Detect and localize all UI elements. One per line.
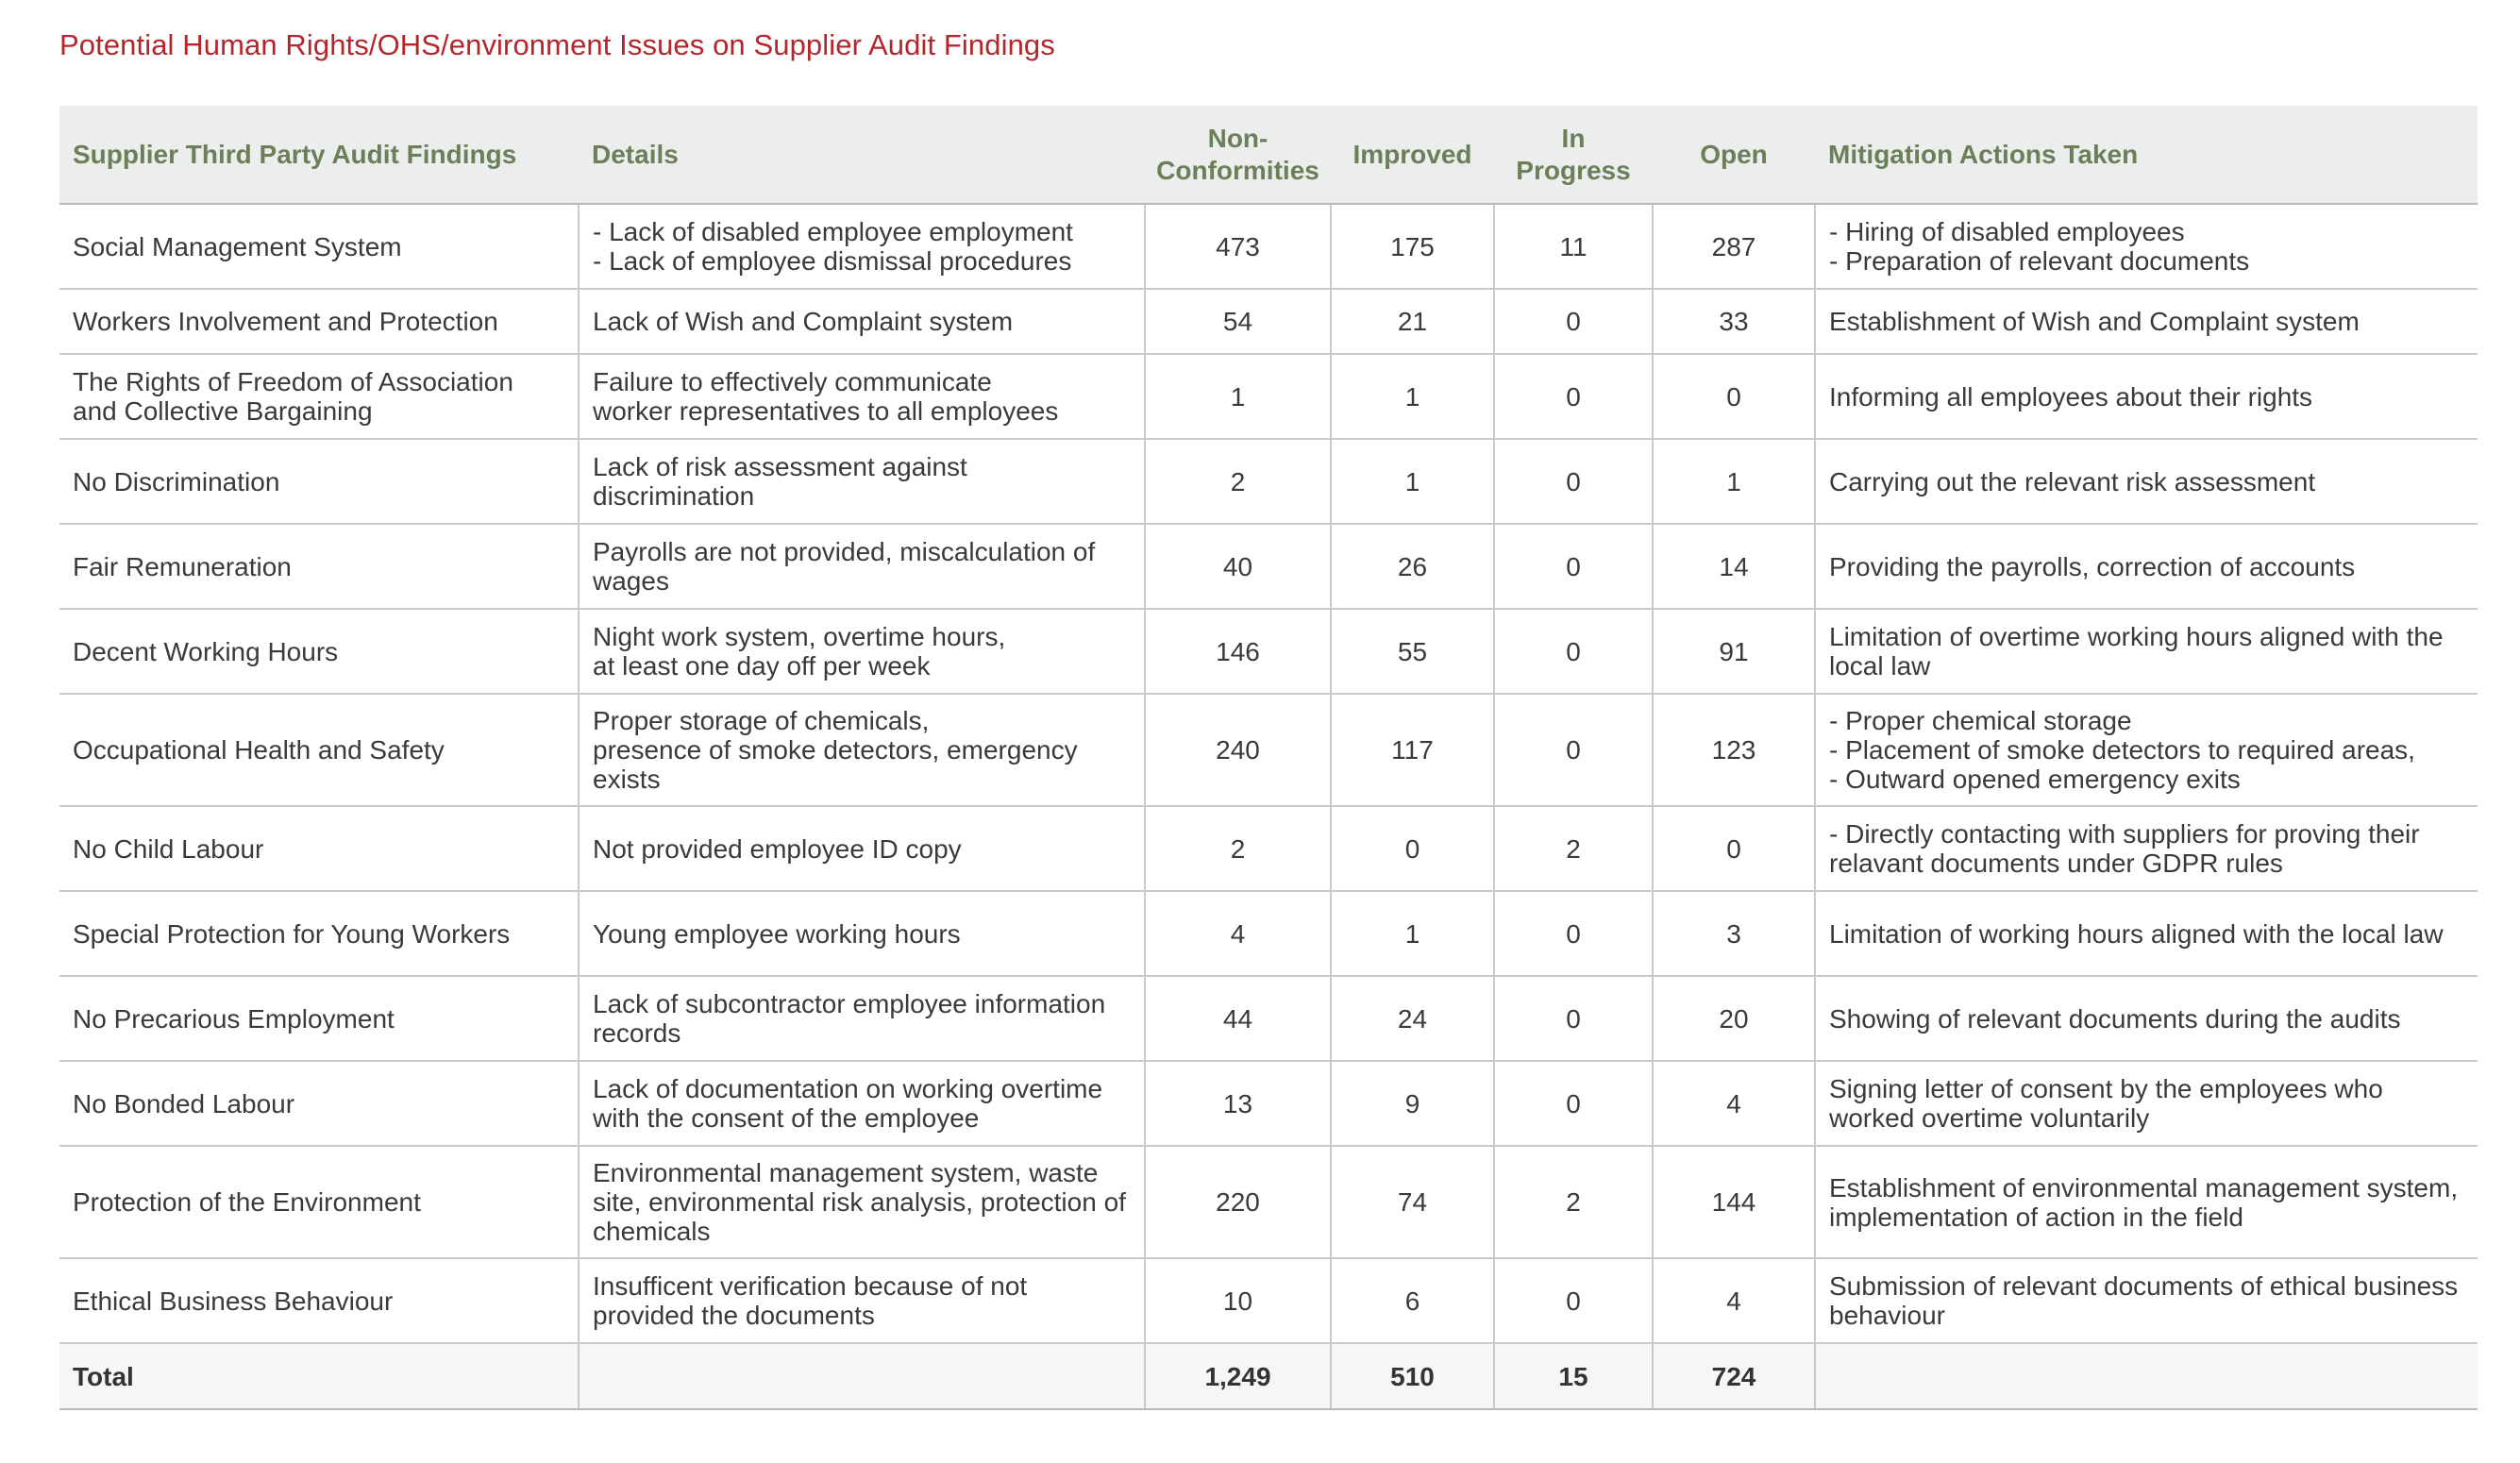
in-progress-cell: 0: [1494, 694, 1653, 806]
nonconformities-cell: 240: [1145, 694, 1331, 806]
table-row: [59, 204, 2478, 289]
nonconformities-cell: 13: [1145, 1061, 1331, 1146]
improved-cell: 24: [1331, 976, 1494, 1061]
in-progress-cell: 0: [1494, 609, 1653, 694]
nonconformities-cell: 2: [1145, 439, 1331, 524]
details-line: Environmental management system, waste site, environmental risk analysis, protection of chemicals: [593, 1158, 1126, 1246]
header-nonconformities-line-2: Conformities: [1156, 155, 1319, 185]
details-cell: [579, 609, 1145, 694]
in-progress-cell: 0: [1494, 354, 1653, 439]
mitigation-cell: [1815, 806, 2478, 891]
details-line: Lack of documentation on working overtime with the consent of the employee: [593, 1074, 1103, 1133]
mitigation-line: - Proper chemical storage: [1829, 706, 2132, 735]
mitigation-line: Submission of relevant documents of ethical business behaviour: [1829, 1271, 2459, 1330]
total-row: [59, 1343, 2478, 1409]
table-row: [59, 609, 2478, 694]
details-line: Night work system, overtime hours,: [593, 622, 1006, 651]
table-row: [59, 891, 2478, 976]
mitigation-cell: [1815, 204, 2478, 289]
details-line: worker representatives to all employees: [593, 396, 1059, 426]
open-cell: 4: [1653, 1061, 1815, 1146]
in-progress-cell: 0: [1494, 1258, 1653, 1343]
table-row: [59, 806, 2478, 891]
improved-cell: 21: [1331, 289, 1494, 354]
header-row: [59, 106, 2478, 204]
details-cell: [579, 891, 1145, 976]
open-cell: 20: [1653, 976, 1815, 1061]
open-cell: 3: [1653, 891, 1815, 976]
open-cell: 123: [1653, 694, 1815, 806]
total-in-progress: 15: [1494, 1343, 1653, 1409]
in-progress-cell: 0: [1494, 524, 1653, 609]
page-title: Potential Human Rights/OHS/environment Issues on Supplier Audit Findings: [59, 28, 1055, 61]
in-progress-cell: 0: [1494, 1061, 1653, 1146]
mitigation-cell: [1815, 694, 2478, 806]
details-line: at least one day off per week: [593, 651, 931, 681]
mitigation-line: Establishment of Wish and Complaint system: [1829, 307, 2360, 336]
header-nonconformities: [1145, 106, 1331, 204]
header-improved: Improved: [1331, 106, 1494, 204]
mitigation-cell: [1815, 891, 2478, 976]
total-open: 724: [1653, 1343, 1815, 1409]
header-nonconformities-line-1: Non-: [1207, 123, 1268, 153]
mitigation-cell: [1815, 1258, 2478, 1343]
details-cell: [579, 289, 1145, 354]
improved-cell: 1: [1331, 439, 1494, 524]
details-cell: [579, 524, 1145, 609]
finding-cell: Special Protection for Young Workers: [59, 891, 579, 976]
open-cell: 0: [1653, 354, 1815, 439]
open-cell: 144: [1653, 1146, 1815, 1258]
details-line: Lack of subcontractor employee information records: [593, 989, 1106, 1048]
nonconformities-cell: 1: [1145, 354, 1331, 439]
improved-cell: 1: [1331, 891, 1494, 976]
mitigation-line: Carrying out the relevant risk assessment: [1829, 466, 2316, 496]
details-cell: [579, 1258, 1145, 1343]
in-progress-cell: 2: [1494, 806, 1653, 891]
nonconformities-cell: 220: [1145, 1146, 1331, 1258]
nonconformities-cell: 473: [1145, 204, 1331, 289]
header-open: Open: [1653, 106, 1815, 204]
table-row: [59, 439, 2478, 524]
details-cell: [579, 976, 1145, 1061]
total-improved: 510: [1331, 1343, 1494, 1409]
nonconformities-cell: 44: [1145, 976, 1331, 1061]
mitigation-line: - Placement of smoke detectors to required areas,: [1829, 735, 2415, 765]
audit-findings-table: [59, 106, 2478, 1410]
improved-cell: 6: [1331, 1258, 1494, 1343]
mitigation-cell: [1815, 1061, 2478, 1146]
in-progress-cell: 0: [1494, 891, 1653, 976]
finding-cell: No Bonded Labour: [59, 1061, 579, 1146]
open-cell: 4: [1653, 1258, 1815, 1343]
details-line: Lack of risk assessment against discrimination: [593, 452, 967, 511]
open-cell: 0: [1653, 806, 1815, 891]
header-details: Details: [579, 106, 1145, 204]
details-line: Lack of Wish and Complaint system: [593, 307, 1014, 336]
finding-cell: Occupational Health and Safety: [59, 694, 579, 806]
nonconformities-cell: 4: [1145, 891, 1331, 976]
in-progress-cell: 2: [1494, 1146, 1653, 1258]
mitigation-line: - Hiring of disabled employees: [1829, 217, 2185, 246]
details-line: Payrolls are not provided, miscalculation of wages: [593, 537, 1096, 596]
mitigation-line: Limitation of overtime working hours aligned with the local law: [1829, 622, 2444, 681]
mitigation-line: Providing the payrolls, correction of accounts: [1829, 551, 2356, 581]
total-details-empty: [579, 1343, 1145, 1409]
finding-cell: Fair Remuneration: [59, 524, 579, 609]
finding-cell: The Rights of Freedom of Association and Collective Bargaining: [59, 354, 579, 439]
finding-cell: Protection of the Environment: [59, 1146, 579, 1258]
header-in-progress: [1494, 106, 1653, 204]
table-row: [59, 524, 2478, 609]
table-row: [59, 694, 2478, 806]
mitigation-line: - Directly contacting with suppliers for proving their relavant documents under GDPR rules: [1829, 819, 2420, 878]
details-cell: [579, 439, 1145, 524]
header-in-progress-line-2: Progress: [1516, 155, 1631, 185]
improved-cell: 9: [1331, 1061, 1494, 1146]
mitigation-line: Informing all employees about their rights: [1829, 381, 2313, 412]
finding-cell: Workers Involvement and Protection: [59, 289, 579, 354]
details-line: presence of smoke detectors, emergency exists: [593, 735, 1078, 794]
mitigation-line: Limitation of working hours aligned with the local law: [1829, 918, 2444, 949]
finding-cell: No Precarious Employment: [59, 976, 579, 1061]
table-row: [59, 1146, 2478, 1258]
finding-cell: No Discrimination: [59, 439, 579, 524]
details-cell: [579, 806, 1145, 891]
details-cell: [579, 1061, 1145, 1146]
mitigation-cell: [1815, 1146, 2478, 1258]
details-line: Insufficent verification because of not provided the documents: [593, 1271, 1028, 1330]
table-row: [59, 289, 2478, 354]
nonconformities-cell: 10: [1145, 1258, 1331, 1343]
nonconformities-cell: 54: [1145, 289, 1331, 354]
table-row: [59, 1258, 2478, 1343]
details-line: Proper storage of chemicals,: [593, 706, 930, 735]
table-body: [59, 204, 2478, 1409]
finding-cell: Social Management System: [59, 204, 579, 289]
improved-cell: 55: [1331, 609, 1494, 694]
header-mitigation: Mitigation Actions Taken: [1815, 106, 2478, 204]
mitigation-line: Signing letter of consent by the employees who worked overtime voluntarily: [1829, 1074, 2383, 1133]
open-cell: 287: [1653, 204, 1815, 289]
mitigation-line: Establishment of environmental management system, implementation of action in the field: [1829, 1172, 2459, 1232]
mitigation-cell: [1815, 289, 2478, 354]
improved-cell: 117: [1331, 694, 1494, 806]
finding-cell: Decent Working Hours: [59, 609, 579, 694]
mitigation-cell: [1815, 976, 2478, 1061]
nonconformities-cell: 2: [1145, 806, 1331, 891]
details-line: Young employee working hours: [593, 918, 961, 949]
improved-cell: 0: [1331, 806, 1494, 891]
details-cell: [579, 694, 1145, 806]
total-nonconformities: 1,249: [1145, 1343, 1331, 1409]
details-cell: [579, 354, 1145, 439]
table-row: [59, 354, 2478, 439]
mitigation-cell: [1815, 524, 2478, 609]
mitigation-cell: [1815, 609, 2478, 694]
open-cell: 14: [1653, 524, 1815, 609]
details-line: Not provided employee ID copy: [593, 833, 962, 864]
in-progress-cell: 11: [1494, 204, 1653, 289]
in-progress-cell: 0: [1494, 289, 1653, 354]
improved-cell: 74: [1331, 1146, 1494, 1258]
details-line: - Lack of disabled employee employment: [593, 217, 1073, 246]
finding-cell: No Child Labour: [59, 806, 579, 891]
nonconformities-cell: 146: [1145, 609, 1331, 694]
table-row: [59, 976, 2478, 1061]
details-line: Failure to effectively communicate: [593, 367, 992, 396]
table-header: [59, 106, 2478, 204]
table-row: [59, 1061, 2478, 1146]
improved-cell: 175: [1331, 204, 1494, 289]
improved-cell: 1: [1331, 354, 1494, 439]
open-cell: 33: [1653, 289, 1815, 354]
improved-cell: 26: [1331, 524, 1494, 609]
finding-cell: Ethical Business Behaviour: [59, 1258, 579, 1343]
total-label: Total: [59, 1343, 579, 1409]
header-finding: Supplier Third Party Audit Findings: [59, 106, 579, 204]
open-cell: 91: [1653, 609, 1815, 694]
nonconformities-cell: 40: [1145, 524, 1331, 609]
mitigation-line: - Outward opened emergency exits: [1829, 765, 2241, 794]
mitigation-cell: [1815, 439, 2478, 524]
open-cell: 1: [1653, 439, 1815, 524]
in-progress-cell: 0: [1494, 439, 1653, 524]
header-in-progress-line-1: In: [1561, 123, 1586, 153]
details-line: - Lack of employee dismissal procedures: [593, 246, 1072, 276]
in-progress-cell: 0: [1494, 976, 1653, 1061]
total-mitigation-empty: [1815, 1343, 2478, 1409]
details-cell: [579, 1146, 1145, 1258]
mitigation-line: Showing of relevant documents during the audits: [1829, 1003, 2401, 1034]
mitigation-line: - Preparation of relevant documents: [1829, 246, 2250, 276]
details-cell: [579, 204, 1145, 289]
mitigation-cell: [1815, 354, 2478, 439]
